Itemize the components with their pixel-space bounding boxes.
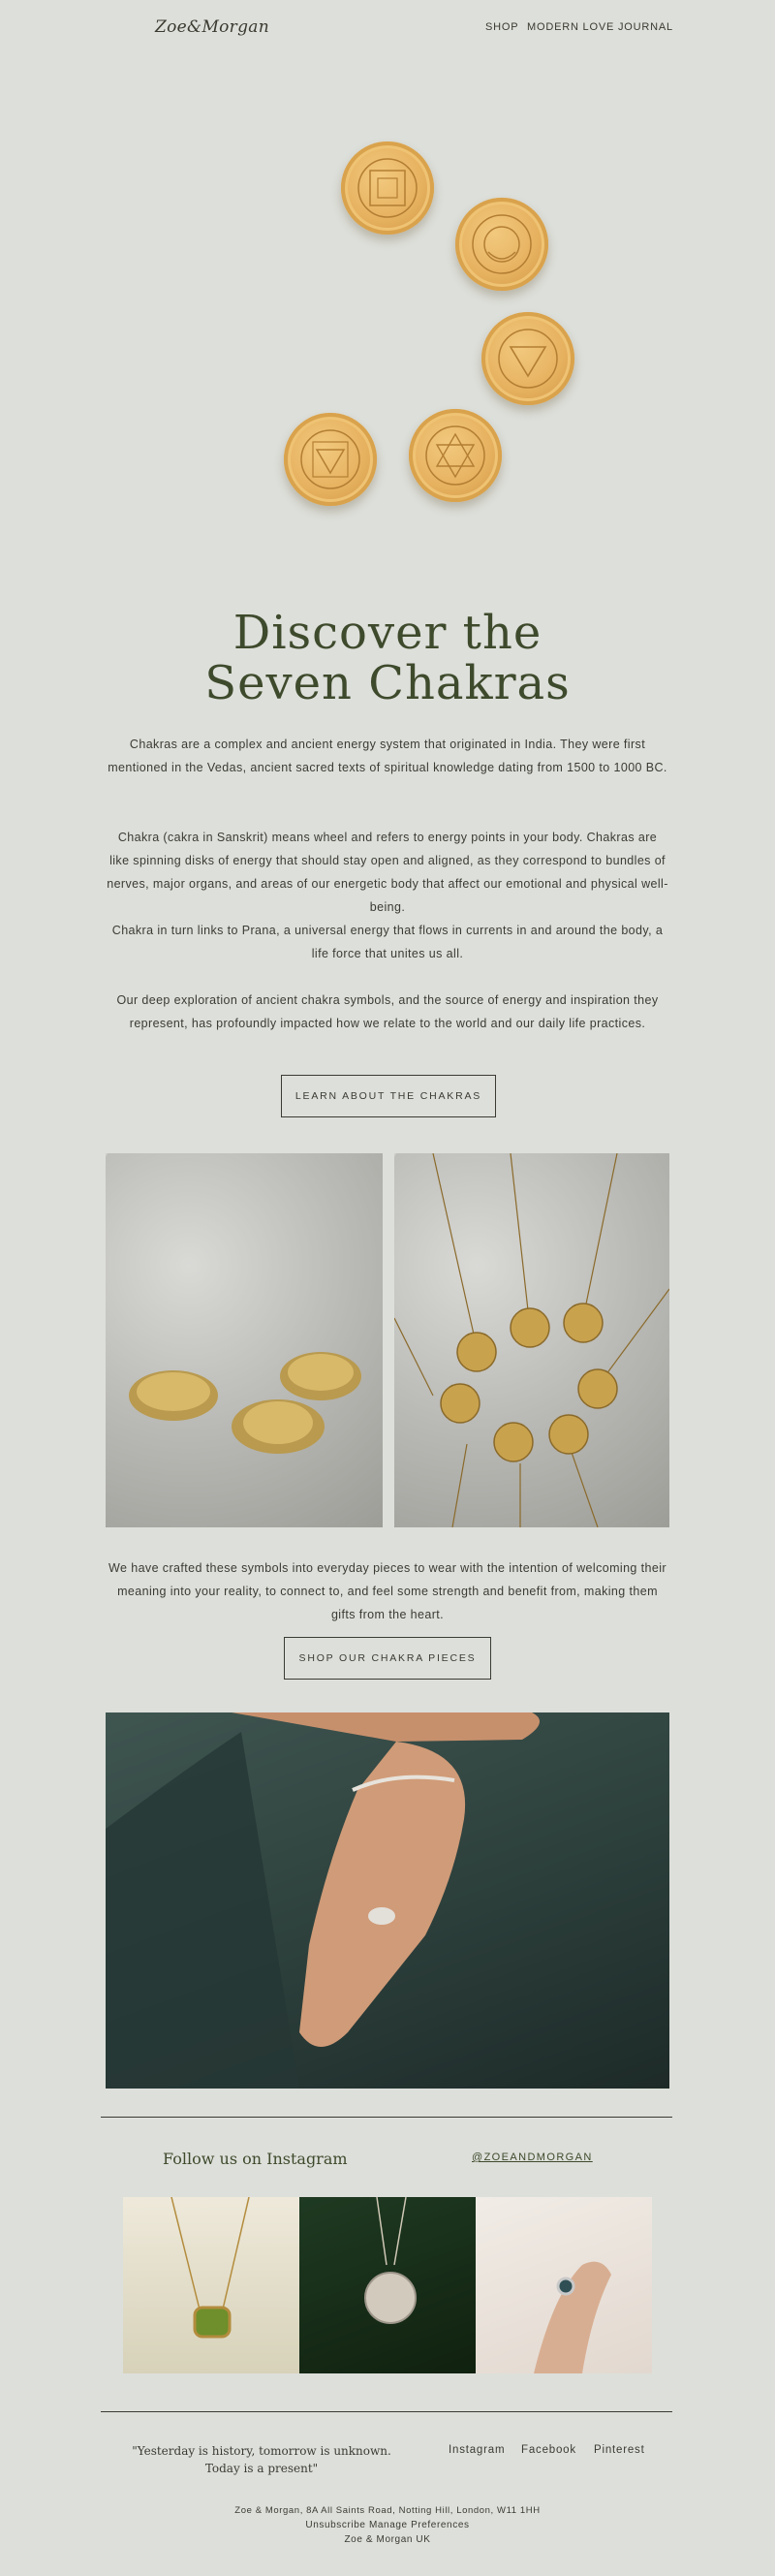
- crafted-paragraph: We have crafted these symbols into everyday pieces to wear with the intention of welcoming their meaning into your reality, to connect to, and feel some strength and benefit from, making them gifts from the heart.: [108, 1561, 666, 1621]
- chakra-coin-image: [481, 312, 574, 405]
- footer-facebook-link[interactable]: Facebook: [521, 2444, 576, 2456]
- instagram-handle-link[interactable]: @ZOEANDMORGAN: [472, 2152, 593, 2163]
- footer-brand: Zoe & Morgan UK: [344, 2534, 431, 2545]
- nav-modern-love[interactable]: MODERN LOVE: [527, 21, 615, 33]
- unsubscribe-preferences-link[interactable]: Unsubscribe Manage Preferences: [305, 2520, 470, 2530]
- exploration-paragraph: Our deep exploration of ancient chakra symbols, and the source of energy and inspiration they represent, has profoundly impacted how we relate to the world and our daily life practices.: [116, 993, 659, 1030]
- shop-chakra-pieces-button[interactable]: SHOP OUR CHAKRA PIECES: [284, 1637, 491, 1680]
- chakra-coin-image: [455, 198, 548, 291]
- footer-quote: [107, 2442, 417, 2477]
- triangle-icon: [481, 312, 574, 405]
- prana-paragraph: Chakra in turn links to Prana, a universal energy that flows in currents in and around the body, a life force that unites us all.: [111, 924, 664, 960]
- footer-divider: [101, 2411, 672, 2412]
- signet-rings-image[interactable]: [106, 1153, 383, 1527]
- nav-shop[interactable]: SHOP: [485, 21, 519, 33]
- chakra-coin-image: [409, 409, 502, 502]
- hand-bracelet-ring-image[interactable]: [106, 1712, 669, 2089]
- page-title-line2: Seven Chakras: [204, 656, 571, 710]
- lotus-square-icon: [341, 141, 434, 235]
- brand-logo[interactable]: Zoe&Morgan: [155, 17, 269, 37]
- chakra-pendants-image[interactable]: [394, 1153, 669, 1527]
- chakra-coin-image: [284, 413, 377, 506]
- quote-line1: "Yesterday is history, tomorrow is unknown.: [132, 2444, 391, 2458]
- quote-line2: Today is a present": [204, 2462, 319, 2475]
- intro-paragraph: Chakras are a complex and ancient energy system that originated in India. They were first mentioned in the Vedas, ancient sacred texts of spiritual knowledge dating from 1500 to 1000 BC.: [108, 738, 667, 774]
- hexagram-lotus-icon: [409, 409, 502, 502]
- section-divider: [101, 2117, 672, 2118]
- chakra-coin-image: [341, 141, 434, 235]
- crescent-icon: [455, 198, 548, 291]
- instagram-heading: Follow us on Instagram: [163, 2150, 348, 2168]
- instagram-post-pendant-green[interactable]: [123, 2197, 299, 2373]
- inverted-triangle-icon: [284, 413, 377, 506]
- nav-journal[interactable]: JOURNAL: [618, 21, 673, 33]
- instagram-post-ring-hand[interactable]: [476, 2197, 652, 2373]
- footer-address: Zoe & Morgan, 8A All Saints Road, Notting Hill, London, W11 1HH: [234, 2505, 541, 2516]
- page-title-line1: Discover the: [232, 606, 542, 660]
- footer-instagram-link[interactable]: Instagram: [449, 2444, 506, 2456]
- learn-chakras-button[interactable]: LEARN ABOUT THE CHAKRAS: [281, 1075, 496, 1117]
- footer-pinterest-link[interactable]: Pinterest: [594, 2444, 645, 2456]
- chakra-meaning-paragraph: Chakra (cakra in Sanskrit) means wheel and refers to energy points in your body. Chakras are like spinning disks of energy that should stay open and aligned, as they correspond to bundles of nerves, major organs, and areas of our energetic body that affect our emotional and physical well-being.: [107, 831, 668, 914]
- instagram-post-pendant-lotus[interactable]: [299, 2197, 476, 2373]
